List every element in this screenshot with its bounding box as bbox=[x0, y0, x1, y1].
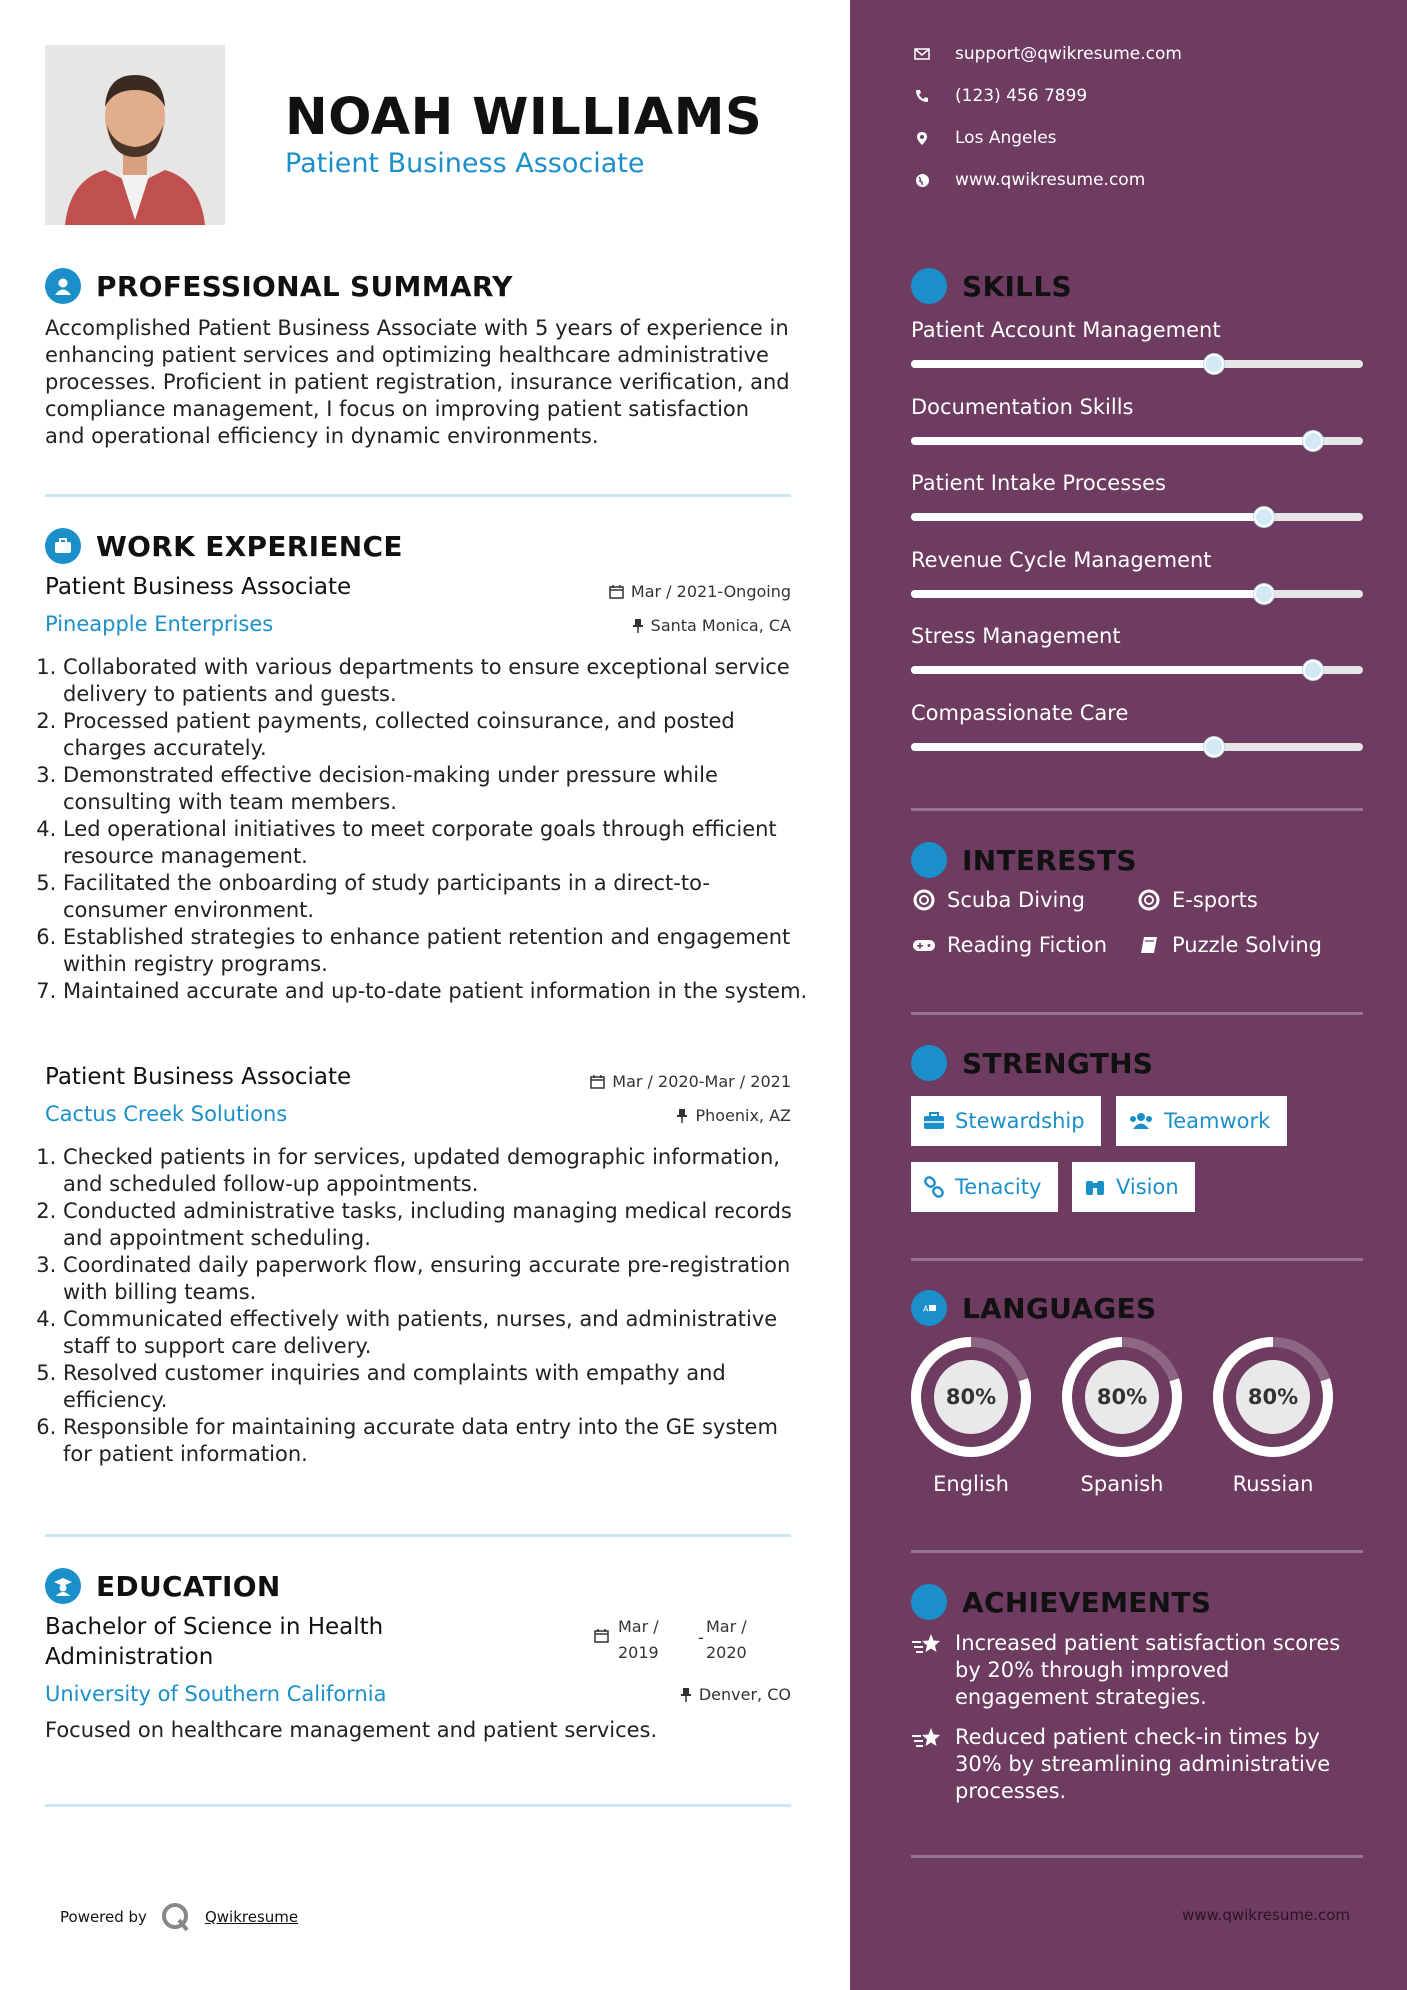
language-percent: 80% bbox=[1247, 1385, 1299, 1409]
company-name: Pineapple Enterprises bbox=[45, 612, 274, 636]
qwikresume-logo-icon bbox=[159, 1900, 193, 1934]
skill-bar bbox=[911, 743, 1363, 751]
phone-icon bbox=[911, 89, 933, 103]
strength-label: Vision bbox=[1116, 1175, 1179, 1199]
skill-bar bbox=[911, 666, 1363, 674]
language-ring bbox=[1061, 1336, 1183, 1458]
book-icon bbox=[1136, 935, 1162, 955]
job-location-text: Santa Monica, CA bbox=[650, 616, 791, 635]
divider bbox=[911, 1855, 1363, 1858]
job-bullets bbox=[45, 1144, 813, 1468]
divider bbox=[911, 808, 1363, 811]
education-heading bbox=[45, 1568, 281, 1604]
skill-bar-fill bbox=[911, 666, 1313, 674]
achievements-heading bbox=[911, 1584, 1211, 1620]
gamepad-icon bbox=[911, 937, 937, 953]
contact-website bbox=[911, 170, 1145, 190]
skill-bar-knob bbox=[1254, 584, 1274, 604]
skill-label: Compassionate Care bbox=[911, 700, 1129, 725]
contact-website-text[interactable]: www.qwikresume.com bbox=[955, 170, 1146, 190]
svg-text:A: A bbox=[923, 1304, 929, 1314]
strengths-title: STRENGTHS bbox=[962, 1046, 1154, 1080]
skill-bar-knob bbox=[1204, 737, 1224, 757]
interest-label: E-sports bbox=[1172, 888, 1258, 912]
languages-heading bbox=[911, 1290, 1156, 1326]
list-item: 2. Conducted administrative tasks, including managing medical records and appointment scheduling. bbox=[63, 1198, 813, 1252]
pushpin-icon bbox=[676, 1108, 688, 1123]
skills-heading bbox=[911, 268, 1072, 304]
language-percent: 80% bbox=[1096, 1385, 1148, 1409]
users-icon bbox=[1128, 1112, 1154, 1130]
graduate-icon bbox=[45, 1568, 81, 1604]
interests-heading bbox=[911, 842, 1137, 878]
skill-bar-fill bbox=[911, 437, 1313, 445]
list-item: 1. Checked patients in for services, updated demographic information, and scheduled follow-up appointments. bbox=[63, 1144, 813, 1198]
link-icon bbox=[923, 1176, 945, 1198]
list-item: 6. Responsible for maintaining accurate data entry into the GE system for patient information. bbox=[63, 1414, 813, 1468]
profile-photo bbox=[45, 45, 225, 225]
strength-label: Teamwork bbox=[1164, 1109, 1271, 1133]
job-bullets bbox=[45, 654, 813, 1005]
translate-icon bbox=[911, 1290, 947, 1326]
skill-label: Stress Management bbox=[911, 624, 1121, 648]
interest-label: Reading Fiction bbox=[947, 933, 1108, 957]
interest-item bbox=[911, 933, 1107, 957]
skill-bar-fill bbox=[911, 743, 1214, 751]
divider bbox=[911, 1012, 1363, 1015]
degree-line-2: Administration bbox=[45, 1644, 214, 1670]
experience-heading bbox=[45, 528, 403, 564]
contact-phone-text: (123) 456 7899 bbox=[955, 86, 1088, 106]
job-date bbox=[609, 582, 791, 601]
paper-plane-icon bbox=[911, 842, 947, 878]
interest-label: Puzzle Solving bbox=[1172, 933, 1322, 957]
job-date-text: Mar / 2021-Ongoing bbox=[630, 582, 791, 601]
divider bbox=[45, 1534, 791, 1537]
edu-start-month: Mar / bbox=[618, 1617, 659, 1636]
interest-item bbox=[911, 888, 1085, 912]
list-item: 5. Facilitated the onboarding of study participants in a direct-to-consumer environment. bbox=[63, 870, 813, 924]
powered-by bbox=[60, 1900, 298, 1934]
strength-chip bbox=[911, 1162, 1058, 1212]
skill-bar-fill bbox=[911, 590, 1264, 598]
candidate-role: Patient Business Associate bbox=[285, 148, 645, 179]
contact-email bbox=[911, 44, 1182, 64]
skill-label: Patient Account Management bbox=[911, 318, 1221, 342]
lifebuoy-icon bbox=[1136, 889, 1162, 911]
achievement-item bbox=[911, 1724, 1361, 1805]
interest-item bbox=[1136, 933, 1322, 957]
list-item: 7. Maintained accurate and up-to-date patient information in the system. bbox=[63, 978, 813, 1005]
envelope-icon bbox=[911, 48, 933, 60]
briefcase-icon bbox=[923, 1112, 945, 1130]
edu-end-year: 2020 bbox=[706, 1643, 747, 1662]
briefcase-icon bbox=[45, 528, 81, 564]
language-item bbox=[1212, 1336, 1334, 1496]
award-star-icon bbox=[911, 1584, 947, 1620]
languages-title: LANGUAGES bbox=[962, 1291, 1157, 1325]
edu-end-month: Mar / bbox=[706, 1617, 747, 1636]
binoculars-icon bbox=[1084, 1177, 1106, 1197]
candidate-name: NOAH WILLIAMS bbox=[285, 88, 763, 147]
contact-location-text: Los Angeles bbox=[955, 128, 1057, 148]
achievement-item bbox=[911, 1630, 1361, 1711]
pushpin-icon bbox=[680, 1687, 692, 1702]
divider bbox=[911, 1258, 1363, 1261]
summary-heading bbox=[45, 268, 513, 304]
strength-chip bbox=[1072, 1162, 1195, 1212]
list-item: 1. Collaborated with various departments to ensure exceptional service delivery to patients and guests. bbox=[63, 654, 813, 708]
list-item: 5. Resolved customer inquiries and complaints with empathy and efficiency. bbox=[63, 1360, 813, 1414]
degree-line-1: Bachelor of Science in Health bbox=[45, 1614, 384, 1640]
map-pin-icon bbox=[911, 131, 933, 146]
shooting-star-icon bbox=[911, 1630, 943, 1711]
school-name: University of Southern California bbox=[45, 1682, 387, 1706]
language-item bbox=[1061, 1336, 1183, 1496]
skill-bar-fill bbox=[911, 360, 1214, 368]
language-percent: 80% bbox=[945, 1385, 997, 1409]
qwikresume-link[interactable]: Qwikresume bbox=[204, 1908, 299, 1926]
lightbulb-icon bbox=[911, 268, 947, 304]
language-label: English bbox=[933, 1472, 1009, 1496]
globe-icon bbox=[911, 173, 933, 188]
achievement-text: Increased patient satisfaction scores by 20% through improved engagement strategies. bbox=[955, 1631, 1341, 1709]
skill-label: Documentation Skills bbox=[911, 394, 1134, 419]
job-title: Patient Business Associate bbox=[45, 574, 352, 600]
edu-start-year: 2019 bbox=[618, 1643, 659, 1662]
experience-title: WORK EXPERIENCE bbox=[96, 529, 403, 563]
calendar-icon bbox=[590, 1074, 605, 1089]
skill-bar bbox=[911, 437, 1363, 445]
powered-by-label: Powered by bbox=[60, 1908, 147, 1926]
job-location bbox=[632, 616, 791, 635]
skill-bar-knob bbox=[1254, 507, 1274, 527]
list-item: 3. Coordinated daily paperwork flow, ensuring accurate pre-registration with billing teams. bbox=[63, 1252, 813, 1306]
job-date-text: Mar / 2020-Mar / 2021 bbox=[612, 1072, 791, 1091]
language-ring bbox=[1212, 1336, 1334, 1458]
contact-location bbox=[911, 128, 1057, 148]
job-title: Patient Business Associate bbox=[45, 1064, 352, 1090]
list-item: 6. Established strategies to enhance patient retention and engagement within registry programs. bbox=[63, 924, 813, 978]
edu-description: Focused on healthcare management and patient services. bbox=[45, 1718, 658, 1742]
strength-chip bbox=[1116, 1096, 1287, 1146]
edu-end-date bbox=[706, 1614, 747, 1666]
skill-label: Patient Intake Processes bbox=[911, 471, 1166, 495]
lifebuoy-icon bbox=[911, 889, 937, 911]
summary-text: Accomplished Patient Business Associate with 5 years of experience in enhancing patient services and optimizing healthcare administrative processes. Proficient in patient registration, insurance verification, and compliance management, I focus on improving patient satisfaction and operational efficiency in dynamic environments. bbox=[45, 316, 790, 448]
list-item: 4. Communicated effectively with patients, nurses, and administrative staff to support care delivery. bbox=[63, 1306, 813, 1360]
job-date bbox=[590, 1072, 791, 1091]
edu-start-date bbox=[618, 1614, 659, 1666]
list-item: 4. Led operational initiatives to meet corporate goals through efficient resource management. bbox=[63, 816, 813, 870]
interest-item bbox=[1136, 888, 1258, 912]
edu-location bbox=[680, 1685, 791, 1704]
language-ring bbox=[910, 1336, 1032, 1458]
strength-label: Tenacity bbox=[955, 1175, 1042, 1199]
divider bbox=[911, 1550, 1363, 1553]
contact-email-text[interactable]: support@qwikresume.com bbox=[955, 44, 1182, 64]
interests-title: INTERESTS bbox=[962, 843, 1137, 877]
divider bbox=[45, 494, 791, 497]
skill-bar-fill bbox=[911, 513, 1264, 521]
achievement-text: Reduced patient check-in times by 30% by streamlining administrative processes. bbox=[955, 1725, 1331, 1803]
skills-title: SKILLS bbox=[962, 269, 1072, 303]
strengths-heading bbox=[911, 1045, 1153, 1081]
calendar-icon bbox=[609, 584, 624, 599]
education-title: EDUCATION bbox=[96, 1569, 281, 1603]
edu-location-text: Denver, CO bbox=[698, 1685, 791, 1704]
skill-bar bbox=[911, 513, 1363, 521]
user-icon bbox=[45, 268, 81, 304]
list-item: 2. Processed patient payments, collected coinsurance, and posted charges accurately. bbox=[63, 708, 813, 762]
language-item bbox=[910, 1336, 1032, 1496]
language-label: Russian bbox=[1232, 1472, 1314, 1496]
strength-chip bbox=[911, 1096, 1101, 1146]
skill-label: Revenue Cycle Management bbox=[911, 547, 1212, 572]
fist-icon bbox=[911, 1045, 947, 1081]
shooting-star-icon bbox=[911, 1724, 943, 1805]
skill-bar bbox=[911, 590, 1363, 598]
calendar-icon bbox=[594, 1628, 609, 1647]
skill-bar-knob bbox=[1204, 354, 1224, 374]
divider bbox=[45, 1804, 791, 1807]
job-location bbox=[676, 1106, 791, 1125]
edu-date-dash: - bbox=[698, 1628, 704, 1647]
footer-website[interactable]: www.qwikresume.com bbox=[1182, 1906, 1350, 1924]
summary-title: PROFESSIONAL SUMMARY bbox=[96, 269, 513, 303]
interest-label: Scuba Diving bbox=[947, 888, 1085, 912]
strength-label: Stewardship bbox=[955, 1109, 1085, 1133]
language-label: Spanish bbox=[1080, 1472, 1164, 1496]
skill-bar bbox=[911, 360, 1363, 368]
company-name: Cactus Creek Solutions bbox=[45, 1102, 288, 1126]
job-location-text: Phoenix, AZ bbox=[695, 1106, 791, 1125]
pushpin-icon bbox=[632, 618, 644, 633]
skill-bar-knob bbox=[1303, 431, 1323, 451]
contact-phone bbox=[911, 86, 1087, 106]
achievements-title: ACHIEVEMENTS bbox=[962, 1585, 1212, 1619]
list-item: 3. Demonstrated effective decision-making under pressure while consulting with team members. bbox=[63, 762, 813, 816]
